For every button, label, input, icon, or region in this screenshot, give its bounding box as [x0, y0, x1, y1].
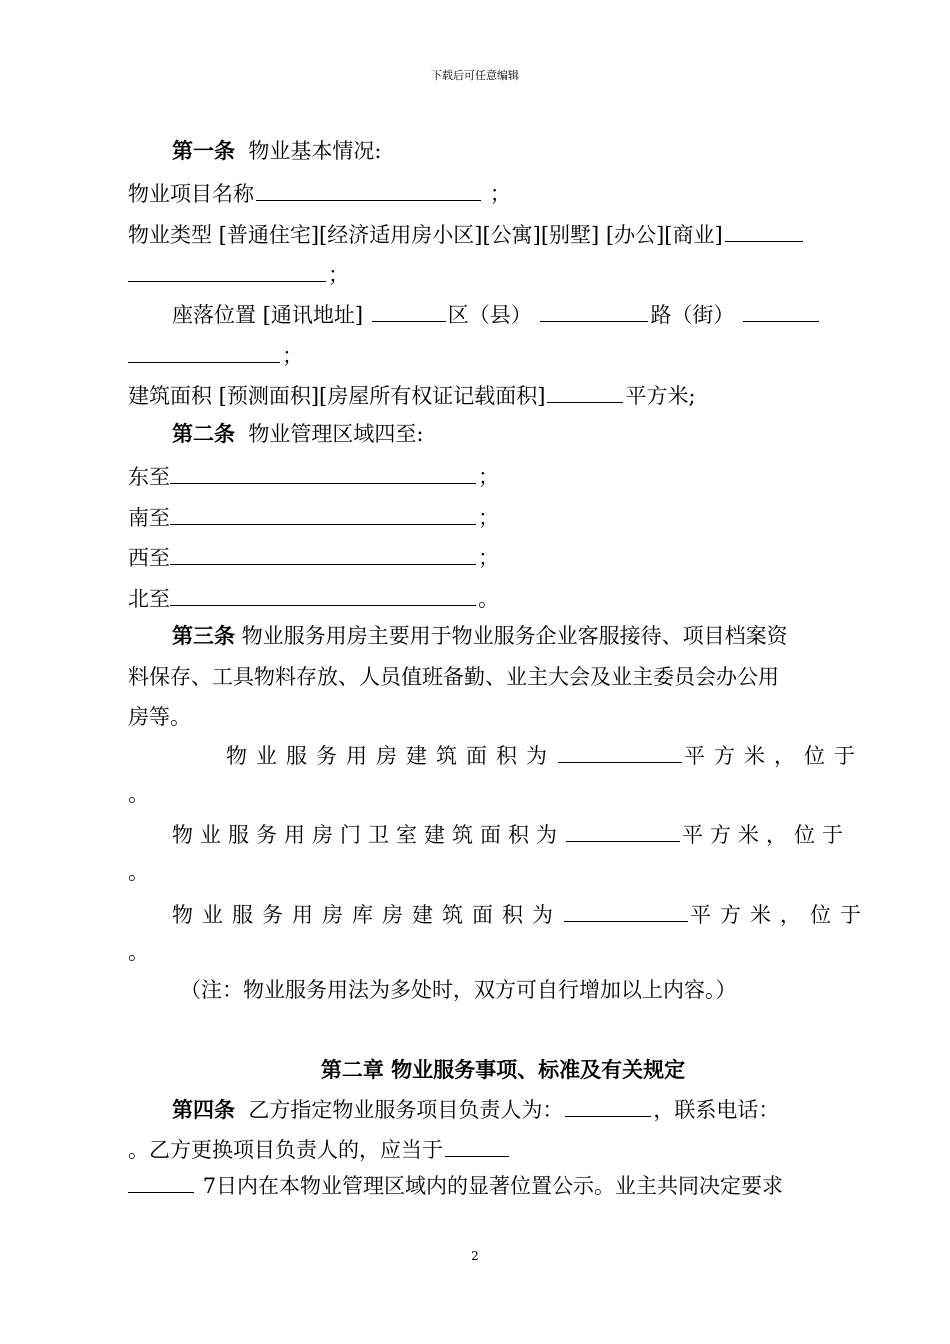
room-1-period: 。 — [128, 782, 149, 806]
room-2-area-blank[interactable] — [566, 819, 680, 842]
article-3-label: 第三条 — [172, 623, 235, 648]
article-1-title: 物业基本情况: — [248, 139, 382, 163]
article-3-line-3: 房等。 — [128, 705, 191, 729]
area-label: 建筑面积 [预测面积][房屋所有权证记载面积] — [128, 384, 546, 408]
bound-west-label: 西至 — [128, 546, 170, 570]
bound-north — [128, 583, 499, 612]
article-4-line-3 — [128, 1170, 783, 1199]
article-4-text-3: 。乙方更换项目负责人的，应当于 — [128, 1138, 443, 1162]
room-2-line — [172, 819, 850, 848]
semicolon: ； — [328, 263, 349, 287]
article-2-title: 物业管理区域四至: — [248, 422, 424, 446]
semicolon: ； — [478, 465, 499, 489]
bound-north-label: 北至 — [128, 587, 170, 611]
bound-south — [128, 502, 499, 531]
article-3-text-1: 物业服务用房主要用于物业服务企业客服接待、项目档案资 — [241, 624, 788, 648]
article-1-label: 第一条 — [172, 138, 235, 163]
article-2-label: 第二条 — [172, 421, 235, 446]
location-label: 座落位置 [通讯地址] — [172, 303, 364, 327]
bound-west-blank[interactable] — [170, 542, 476, 565]
road-blank[interactable] — [540, 299, 648, 322]
room-3-unit: 平方米，位于 — [690, 903, 870, 927]
bound-south-blank[interactable] — [170, 502, 476, 525]
article-2 — [172, 421, 423, 447]
period: 。 — [478, 587, 499, 611]
property-type-label: 物业类型 [普通住宅][经济适用房小区][公寓][别墅] [办公][商业] — [128, 223, 723, 247]
address-blank[interactable] — [743, 299, 819, 322]
article-3-line-1 — [172, 623, 788, 649]
room-3-line — [172, 899, 870, 928]
page-number: 2 — [471, 1249, 479, 1263]
location-line — [172, 299, 821, 328]
property-type-line — [128, 219, 805, 248]
notice-days-blank-2[interactable] — [128, 1170, 194, 1193]
property-type-blank[interactable] — [725, 219, 803, 242]
semicolon: ； — [282, 344, 303, 368]
article-4-text-2: ，联系电话： — [653, 1098, 780, 1122]
property-type-blank-2[interactable] — [128, 259, 326, 282]
room-1-line — [226, 740, 864, 769]
notice-days-blank[interactable] — [445, 1134, 509, 1157]
article-4-line-1 — [172, 1094, 779, 1123]
page-header: 下载后可任意编辑 — [431, 69, 519, 82]
property-type-line-2 — [128, 259, 349, 288]
room-1-unit: 平方米，位于 — [684, 744, 864, 768]
bound-east — [128, 461, 499, 490]
note: （注：物业服务用法为多处时，双方可自行增加以上内容。） — [180, 978, 737, 1002]
manager-name-blank[interactable] — [565, 1094, 651, 1117]
semicolon: ； — [489, 182, 511, 206]
room-3-area-blank[interactable] — [564, 899, 688, 922]
room-2-label: 物业服务用房门卫室建筑面积为 — [172, 823, 564, 847]
room-3-label: 物业服务用房库房建筑面积为 — [172, 903, 562, 927]
article-4-label: 第四条 — [172, 1097, 235, 1122]
article-4-text-4: 7日内在本物业管理区域内的显著位置公示。业主共同决定要求 — [202, 1174, 784, 1198]
semicolon: ； — [478, 546, 499, 570]
semicolon: ； — [478, 506, 499, 530]
district-blank[interactable] — [372, 299, 446, 322]
room-1-area-blank[interactable] — [558, 740, 682, 763]
article-4-text-1: 乙方指定物业服务项目负责人为： — [248, 1098, 564, 1122]
room-2-period: 。 — [128, 860, 149, 884]
bound-east-label: 东至 — [128, 465, 170, 489]
property-name-blank[interactable] — [256, 178, 481, 201]
area-blank[interactable] — [547, 380, 623, 403]
area-line — [128, 380, 696, 409]
chapter-title: 第二章 物业服务事项、标准及有关规定 — [320, 1057, 686, 1082]
bound-east-blank[interactable] — [170, 461, 476, 484]
district-label: 区（县） — [447, 303, 532, 327]
article-1 — [172, 138, 381, 164]
room-2-unit: 平方米，位于 — [682, 823, 850, 847]
road-label: 路（街） — [650, 303, 735, 327]
room-3-period: 。 — [128, 940, 149, 964]
bound-north-blank[interactable] — [170, 583, 476, 606]
location-line-2 — [128, 340, 303, 369]
article-4-line-2 — [128, 1134, 511, 1163]
address-blank-2[interactable] — [128, 340, 280, 363]
room-1-label: 物业服务用房建筑面积为 — [226, 744, 556, 768]
article-3-line-2: 料保存、工具物料存放、人员值班备勤、业主大会及业主委员会办公用 — [128, 665, 779, 689]
area-unit: 平方米; — [625, 384, 696, 408]
bound-south-label: 南至 — [128, 506, 170, 530]
property-name-label: 物业项目名称 — [128, 182, 254, 206]
bound-west — [128, 542, 499, 571]
property-name-line — [128, 178, 511, 207]
